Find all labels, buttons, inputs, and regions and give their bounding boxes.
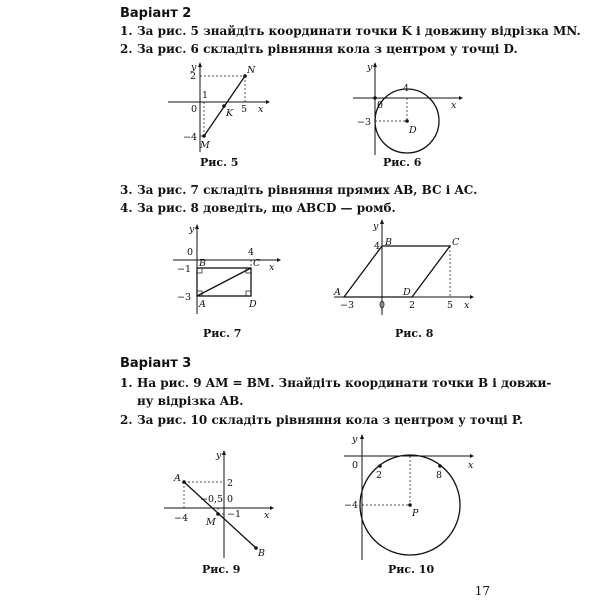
task-v2-1 — [120, 22, 581, 40]
figure-8-caption: Рис. 8 — [395, 327, 434, 340]
y-axis-label: y — [191, 62, 197, 73]
tick-label: −3 — [340, 300, 355, 311]
x-axis-label: x — [258, 104, 264, 115]
y-axis-label: y — [189, 224, 195, 235]
y-axis-label: y — [216, 450, 222, 461]
tick-label: −1 — [227, 509, 242, 520]
y-axis-arrow — [195, 224, 199, 229]
task-v2-2 — [120, 40, 518, 58]
y-axis-arrow — [222, 450, 226, 455]
variant-2-heading: Варіант 2 — [120, 6, 192, 21]
figure-10-caption: Рис. 10 — [388, 563, 435, 576]
point-label: D — [403, 287, 411, 298]
tick-label: −0,5 — [200, 494, 224, 505]
tick-label: −3 — [357, 117, 372, 128]
x-axis-arrow — [277, 258, 281, 262]
origin-label: 0 — [191, 104, 198, 115]
figure-6-caption: Рис. 6 — [383, 156, 422, 169]
tick-label: 5 — [241, 104, 248, 115]
point-label: A — [334, 287, 341, 298]
tick-label: 4 — [248, 247, 255, 258]
x-axis-arrow — [270, 506, 274, 510]
point-label: B — [385, 237, 392, 248]
point-label: B — [258, 548, 265, 559]
point-label: M — [206, 517, 216, 528]
task-text-continuation: ну відрізка AB. — [137, 394, 244, 408]
rhombus-abcd — [344, 246, 450, 297]
y-axis-label: y — [367, 62, 373, 73]
variant-3-heading: Варіант 3 — [120, 356, 192, 371]
tick-label: 4 — [403, 83, 410, 94]
point-p — [408, 503, 412, 507]
tick-label: 1 — [202, 90, 209, 101]
point-label: D — [409, 125, 417, 136]
segment-ab — [184, 482, 256, 548]
point-label: A — [174, 473, 181, 484]
y-axis-label: y — [352, 434, 358, 445]
point-label: A — [199, 299, 206, 310]
task-text: За рис. 6 складіть рівняння кола з центром у точці D. — [137, 42, 518, 56]
intersection-point — [438, 464, 442, 468]
point-label: K — [226, 108, 234, 119]
x-axis-arrow — [459, 96, 463, 100]
tick-label: 8 — [436, 470, 443, 481]
figure-9-caption: Рис. 9 — [202, 563, 241, 576]
y-axis-arrow — [373, 62, 377, 67]
tick-label: 2 — [227, 478, 234, 489]
figure-6 — [345, 60, 465, 160]
origin-label: 0 — [379, 300, 386, 311]
x-axis-label: x — [264, 510, 270, 521]
x-axis-arrow — [266, 100, 270, 104]
figure-9 — [160, 448, 280, 563]
x-axis-arrow — [470, 454, 474, 458]
point-label: P — [412, 508, 419, 519]
point-m — [216, 512, 220, 516]
y-axis-label: y — [373, 221, 379, 232]
x-axis-arrow — [470, 295, 474, 299]
task-text: За рис. 10 складіть рівняння кола з центром у точці P. — [137, 413, 524, 427]
tick-label: −3 — [177, 292, 192, 303]
x-axis-label: x — [468, 460, 474, 471]
point-a — [182, 480, 186, 484]
tick-label: 2 — [409, 300, 416, 311]
x-axis-label: x — [464, 300, 470, 311]
figure-8 — [330, 215, 480, 325]
tick-label: 4 — [374, 241, 381, 252]
figure-10 — [340, 432, 480, 562]
point-label: N — [247, 65, 256, 76]
tick-label: 2 — [376, 470, 383, 481]
diagonal-ac — [197, 268, 251, 296]
tick-label: 2 — [190, 71, 197, 82]
figure-5-caption: Рис. 5 — [200, 156, 239, 169]
y-axis-arrow — [198, 62, 202, 67]
page-number: 17 — [474, 584, 490, 598]
origin-label: 0 — [227, 494, 234, 505]
point-label: M — [200, 140, 210, 151]
point-m — [202, 134, 206, 138]
task-text: За рис. 8 доведіть, що ABCD — ромб. — [137, 201, 396, 215]
x-axis-label: x — [269, 262, 275, 273]
task-number: 2. — [120, 42, 133, 56]
intersection-point — [378, 464, 382, 468]
point-label: C — [253, 258, 261, 269]
right-angle-mark — [246, 291, 251, 296]
origin-label: 0 — [377, 100, 384, 111]
task-number: 1. — [120, 376, 133, 390]
task-number: 4. — [120, 201, 133, 215]
task-v3-1 — [120, 374, 551, 410]
task-text: За рис. 7 складіть рівняння прямих AB, BC і AC. — [137, 183, 478, 197]
task-number: 1. — [120, 24, 133, 38]
origin-label: 0 — [352, 460, 359, 471]
point-label: D — [249, 299, 257, 310]
tick-label: −4 — [344, 500, 359, 511]
point-label: C — [452, 237, 460, 248]
tick-label: 5 — [447, 300, 454, 311]
point-label: B — [199, 258, 206, 269]
x-axis-label: x — [451, 100, 457, 111]
y-axis-arrow — [380, 219, 384, 224]
tick-label: −4 — [183, 132, 198, 143]
task-text: За рис. 5 знайдіть координати точки K і довжину відрізка MN. — [137, 24, 581, 38]
tick-label: −4 — [174, 513, 189, 524]
figure-7-caption: Рис. 7 — [203, 327, 242, 340]
point-d — [405, 119, 409, 123]
origin-label: 0 — [187, 247, 194, 258]
task-number: 2. — [120, 413, 133, 427]
figure-5 — [160, 60, 270, 160]
task-text: На рис. 9 AM = BM. Знайдіть координати точки B і довжи- — [137, 376, 552, 390]
task-v3-2 — [120, 411, 523, 429]
tick-label: −1 — [177, 264, 192, 275]
figure-7 — [165, 222, 285, 322]
task-v2-3 — [120, 181, 477, 199]
y-axis-arrow — [360, 434, 364, 439]
task-number: 3. — [120, 183, 133, 197]
